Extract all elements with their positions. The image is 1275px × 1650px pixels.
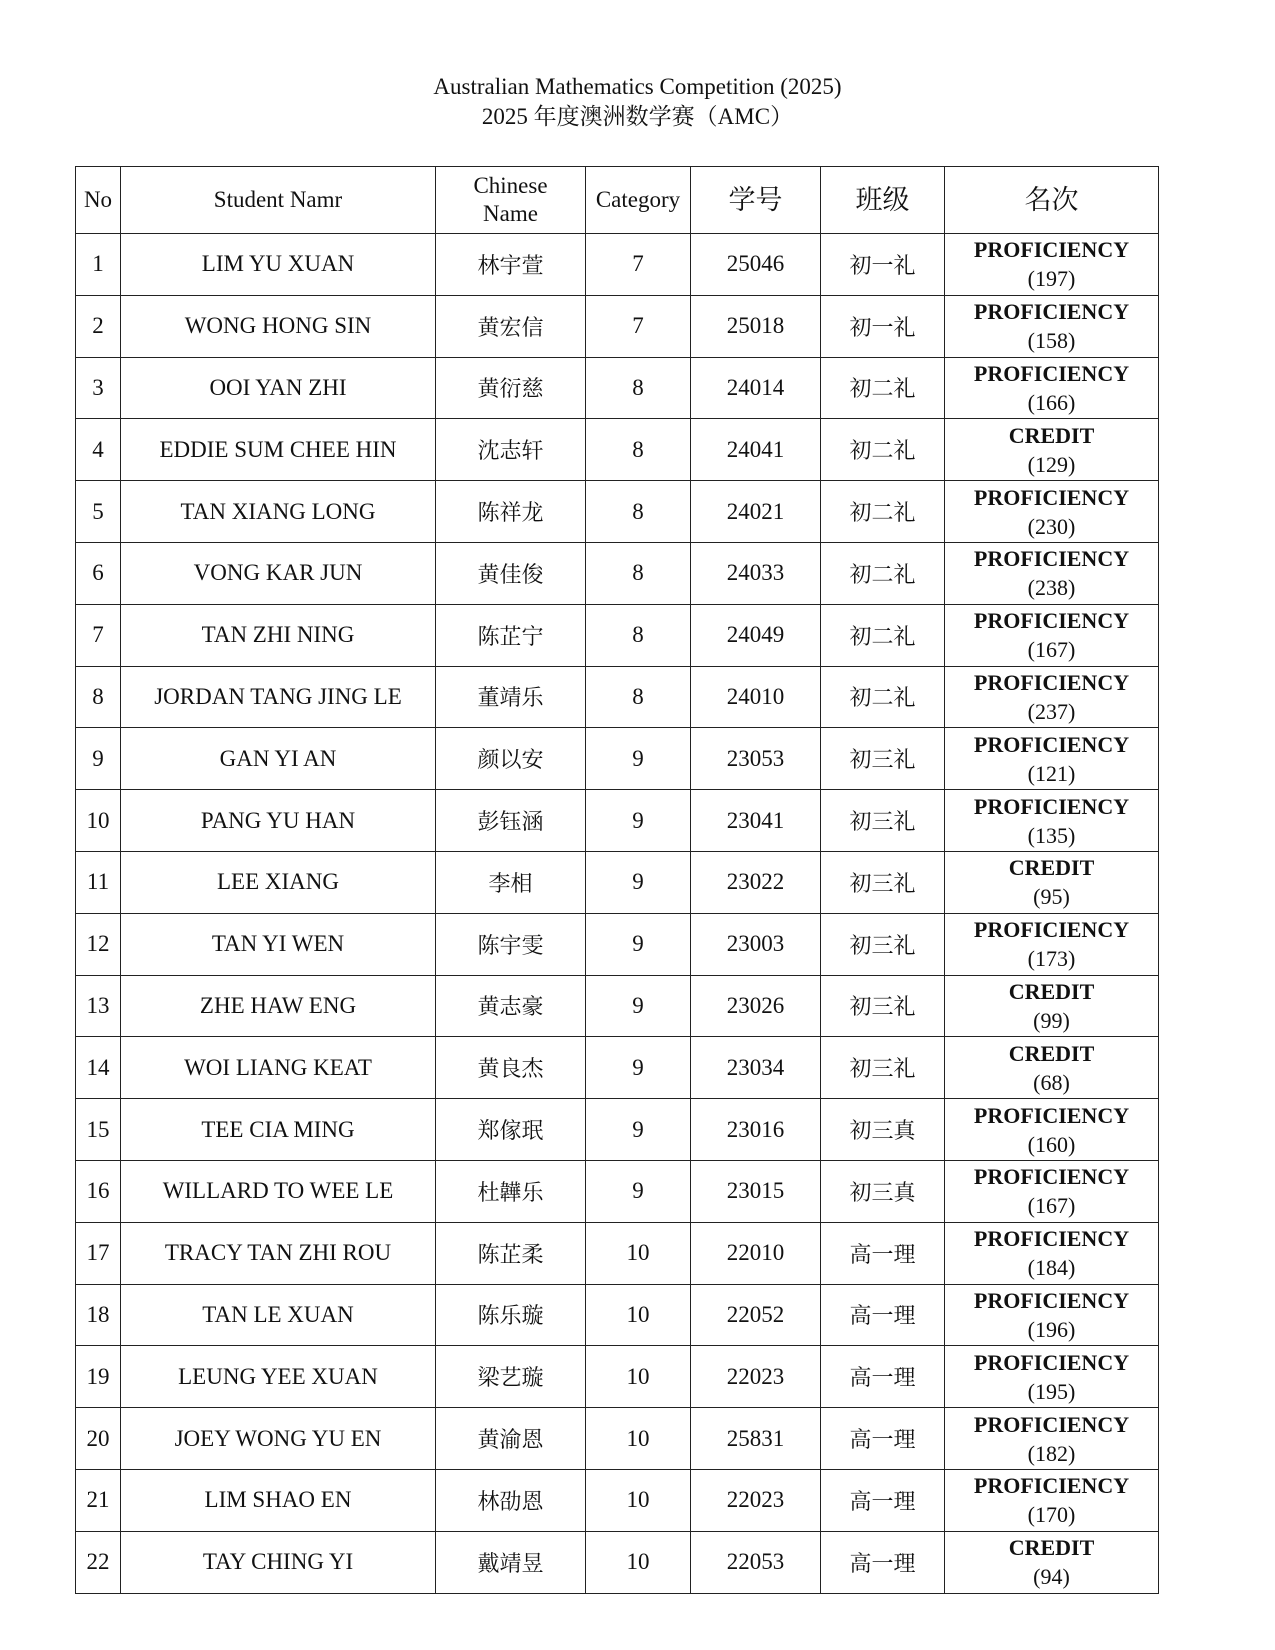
chinese-name-cell: 陈宇雯 bbox=[436, 913, 586, 975]
class-cell: 高一理 bbox=[821, 1531, 945, 1593]
table-row bbox=[76, 790, 1159, 852]
student-name-cell: JOEY WONG YU EN bbox=[121, 1408, 436, 1470]
student-id-cell: 24049 bbox=[691, 604, 821, 666]
result-cell bbox=[945, 542, 1159, 604]
table-row bbox=[76, 419, 1159, 481]
row-number-cell: 16 bbox=[76, 1160, 121, 1222]
chinese-name-cell: 陈芷柔 bbox=[436, 1222, 586, 1284]
result-cell bbox=[945, 234, 1159, 296]
award-level: PROFICIENCY bbox=[973, 793, 1130, 819]
student-id-cell: 23016 bbox=[691, 1099, 821, 1161]
row-number-cell: 22 bbox=[76, 1531, 121, 1593]
score: (160) bbox=[1027, 1131, 1076, 1157]
class-cell: 高一理 bbox=[821, 1222, 945, 1284]
row-number-cell: 4 bbox=[76, 419, 121, 481]
award-level: PROFICIENCY bbox=[973, 608, 1130, 634]
table-row bbox=[76, 1346, 1159, 1408]
row-number-cell: 5 bbox=[76, 481, 121, 543]
score: (184) bbox=[1027, 1255, 1076, 1281]
award-level: CREDIT bbox=[1008, 1040, 1095, 1066]
student-name-cell: PANG YU HAN bbox=[121, 790, 436, 852]
student-name-cell: WOI LIANG KEAT bbox=[121, 1037, 436, 1099]
result-cell bbox=[945, 1284, 1159, 1346]
award-level: CREDIT bbox=[1008, 978, 1095, 1004]
student-id-cell: 22023 bbox=[691, 1346, 821, 1408]
student-name-cell: JORDAN TANG JING LE bbox=[121, 666, 436, 728]
result-cell bbox=[945, 419, 1159, 481]
class-cell: 初二礼 bbox=[821, 419, 945, 481]
student-name-cell: TAN LE XUAN bbox=[121, 1284, 436, 1346]
category-cell: 8 bbox=[586, 481, 691, 543]
class-cell: 初三礼 bbox=[821, 975, 945, 1037]
class-cell: 初二礼 bbox=[821, 481, 945, 543]
student-id-cell: 24033 bbox=[691, 542, 821, 604]
award-level: PROFICIENCY bbox=[973, 1287, 1130, 1313]
chinese-name-cell: 黄良杰 bbox=[436, 1037, 586, 1099]
category-cell: 9 bbox=[586, 913, 691, 975]
award-level: PROFICIENCY bbox=[973, 1473, 1130, 1499]
table-row bbox=[76, 975, 1159, 1037]
award-level: PROFICIENCY bbox=[973, 669, 1130, 695]
award-level: PROFICIENCY bbox=[973, 1164, 1130, 1190]
category-cell: 9 bbox=[586, 1099, 691, 1161]
document-header bbox=[0, 72, 1275, 132]
table-row bbox=[76, 1099, 1159, 1161]
row-number-cell: 10 bbox=[76, 790, 121, 852]
score: (182) bbox=[1027, 1440, 1076, 1466]
chinese-name-cell: 沈志轩 bbox=[436, 419, 586, 481]
table-row bbox=[76, 1222, 1159, 1284]
category-cell: 10 bbox=[586, 1284, 691, 1346]
row-number-cell: 19 bbox=[76, 1346, 121, 1408]
class-cell: 初二礼 bbox=[821, 666, 945, 728]
student-name-cell: TAN YI WEN bbox=[121, 913, 436, 975]
row-number-cell: 13 bbox=[76, 975, 121, 1037]
class-cell: 高一理 bbox=[821, 1346, 945, 1408]
student-id-cell: 23053 bbox=[691, 728, 821, 790]
score: (173) bbox=[1027, 946, 1076, 972]
category-cell: 9 bbox=[586, 728, 691, 790]
score: (166) bbox=[1027, 389, 1076, 415]
row-number-cell: 7 bbox=[76, 604, 121, 666]
result-cell bbox=[945, 1222, 1159, 1284]
category-cell: 9 bbox=[586, 975, 691, 1037]
score: (158) bbox=[1027, 328, 1076, 354]
award-level: PROFICIENCY bbox=[973, 360, 1130, 386]
class-cell: 初二礼 bbox=[821, 604, 945, 666]
table-row bbox=[76, 851, 1159, 913]
header-chinese-name bbox=[436, 167, 586, 234]
result-cell bbox=[945, 1408, 1159, 1470]
award-level: PROFICIENCY bbox=[973, 1102, 1130, 1128]
student-id-cell: 23041 bbox=[691, 790, 821, 852]
student-id-cell: 22053 bbox=[691, 1531, 821, 1593]
class-cell: 初三真 bbox=[821, 1160, 945, 1222]
row-number-cell: 20 bbox=[76, 1408, 121, 1470]
chinese-name-cell: 李相 bbox=[436, 851, 586, 913]
student-id-cell: 24041 bbox=[691, 419, 821, 481]
table-row bbox=[76, 295, 1159, 357]
student-id-cell: 25831 bbox=[691, 1408, 821, 1470]
score: (237) bbox=[1027, 698, 1076, 724]
award-level: PROFICIENCY bbox=[973, 237, 1130, 263]
student-name-cell: ZHE HAW ENG bbox=[121, 975, 436, 1037]
result-cell bbox=[945, 1160, 1159, 1222]
class-cell: 高一理 bbox=[821, 1469, 945, 1531]
header-class: 班级 bbox=[821, 167, 945, 234]
category-cell: 8 bbox=[586, 604, 691, 666]
table-row bbox=[76, 1284, 1159, 1346]
category-cell: 9 bbox=[586, 790, 691, 852]
header-rank: 名次 bbox=[945, 167, 1159, 234]
class-cell: 高一理 bbox=[821, 1408, 945, 1470]
result-cell bbox=[945, 1469, 1159, 1531]
table-row bbox=[76, 913, 1159, 975]
student-id-cell: 23022 bbox=[691, 851, 821, 913]
chinese-name-cell: 董靖乐 bbox=[436, 666, 586, 728]
table-row bbox=[76, 1160, 1159, 1222]
row-number-cell: 15 bbox=[76, 1099, 121, 1161]
student-name-cell: TAN ZHI NING bbox=[121, 604, 436, 666]
row-number-cell: 6 bbox=[76, 542, 121, 604]
table-row bbox=[76, 542, 1159, 604]
score: (99) bbox=[1033, 1007, 1070, 1033]
table-body bbox=[76, 234, 1159, 1594]
result-cell bbox=[945, 851, 1159, 913]
chinese-name-cell: 戴靖昱 bbox=[436, 1531, 586, 1593]
document-subtitle: 2025 年度澳洲数学赛（AMC） bbox=[481, 104, 794, 129]
table-row bbox=[76, 1531, 1159, 1593]
chinese-name-cell: 黄宏信 bbox=[436, 295, 586, 357]
chinese-name-cell: 颜以安 bbox=[436, 728, 586, 790]
award-level: PROFICIENCY bbox=[973, 546, 1130, 572]
chinese-name-cell: 林劭恩 bbox=[436, 1469, 586, 1531]
category-cell: 10 bbox=[586, 1408, 691, 1470]
class-cell: 初二礼 bbox=[821, 542, 945, 604]
student-name-cell: LEUNG YEE XUAN bbox=[121, 1346, 436, 1408]
chinese-name-cell: 陈祥龙 bbox=[436, 481, 586, 543]
result-cell bbox=[945, 357, 1159, 419]
student-name-cell: LIM SHAO EN bbox=[121, 1469, 436, 1531]
class-cell: 高一理 bbox=[821, 1284, 945, 1346]
category-cell: 9 bbox=[586, 851, 691, 913]
category-cell: 9 bbox=[586, 1160, 691, 1222]
row-number-cell: 17 bbox=[76, 1222, 121, 1284]
table-row bbox=[76, 666, 1159, 728]
result-cell bbox=[945, 728, 1159, 790]
class-cell: 初三礼 bbox=[821, 913, 945, 975]
class-cell: 初三礼 bbox=[821, 851, 945, 913]
chinese-name-cell: 郑傢珉 bbox=[436, 1099, 586, 1161]
chinese-name-cell: 彭钰涵 bbox=[436, 790, 586, 852]
row-number-cell: 1 bbox=[76, 234, 121, 296]
class-cell: 初三礼 bbox=[821, 790, 945, 852]
category-cell: 8 bbox=[586, 357, 691, 419]
chinese-name-cell: 黄衍慈 bbox=[436, 357, 586, 419]
row-number-cell: 11 bbox=[76, 851, 121, 913]
student-name-cell: LIM YU XUAN bbox=[121, 234, 436, 296]
result-cell bbox=[945, 1346, 1159, 1408]
award-level: CREDIT bbox=[1008, 422, 1095, 448]
student-id-cell: 24010 bbox=[691, 666, 821, 728]
category-cell: 9 bbox=[586, 1037, 691, 1099]
row-number-cell: 2 bbox=[76, 295, 121, 357]
student-name-cell: WONG HONG SIN bbox=[121, 295, 436, 357]
chinese-name-cell: 陈芷宁 bbox=[436, 604, 586, 666]
table-row bbox=[76, 1469, 1159, 1531]
student-name-cell: TAY CHING YI bbox=[121, 1531, 436, 1593]
score: (95) bbox=[1033, 884, 1070, 910]
class-cell: 初一礼 bbox=[821, 295, 945, 357]
award-level: PROFICIENCY bbox=[973, 1411, 1130, 1437]
award-level: PROFICIENCY bbox=[973, 299, 1130, 325]
student-name-cell: GAN YI AN bbox=[121, 728, 436, 790]
category-cell: 8 bbox=[586, 419, 691, 481]
row-number-cell: 18 bbox=[76, 1284, 121, 1346]
class-cell: 初三礼 bbox=[821, 1037, 945, 1099]
student-id-cell: 25018 bbox=[691, 295, 821, 357]
student-name-cell: OOI YAN ZHI bbox=[121, 357, 436, 419]
student-id-cell: 23026 bbox=[691, 975, 821, 1037]
result-cell bbox=[945, 604, 1159, 666]
award-level: CREDIT bbox=[1008, 1535, 1095, 1561]
award-level: PROFICIENCY bbox=[973, 731, 1130, 757]
category-cell: 10 bbox=[586, 1531, 691, 1593]
category-cell: 8 bbox=[586, 542, 691, 604]
score: (238) bbox=[1027, 575, 1076, 601]
student-id-cell: 23034 bbox=[691, 1037, 821, 1099]
class-cell: 初一礼 bbox=[821, 234, 945, 296]
result-cell bbox=[945, 666, 1159, 728]
category-cell: 7 bbox=[586, 295, 691, 357]
student-id-cell: 22010 bbox=[691, 1222, 821, 1284]
row-number-cell: 9 bbox=[76, 728, 121, 790]
chinese-name-cell: 林宇萱 bbox=[436, 234, 586, 296]
row-number-cell: 12 bbox=[76, 913, 121, 975]
score: (195) bbox=[1027, 1378, 1076, 1404]
student-id-cell: 23015 bbox=[691, 1160, 821, 1222]
table-row bbox=[76, 728, 1159, 790]
chinese-name-cell: 黄佳俊 bbox=[436, 542, 586, 604]
score: (167) bbox=[1027, 637, 1076, 663]
table-row bbox=[76, 234, 1159, 296]
student-id-cell: 25046 bbox=[691, 234, 821, 296]
student-name-cell: LEE XIANG bbox=[121, 851, 436, 913]
category-cell: 10 bbox=[586, 1469, 691, 1531]
award-level: CREDIT bbox=[1008, 855, 1095, 881]
table-header-row bbox=[76, 167, 1159, 234]
result-cell bbox=[945, 481, 1159, 543]
award-level: PROFICIENCY bbox=[973, 484, 1130, 510]
student-id-cell: 23003 bbox=[691, 913, 821, 975]
header-student-id: 学号 bbox=[691, 167, 821, 234]
chinese-name-cell: 梁艺璇 bbox=[436, 1346, 586, 1408]
results-table bbox=[75, 166, 1159, 1594]
result-cell bbox=[945, 1099, 1159, 1161]
header-category: Category bbox=[586, 167, 691, 234]
header-student-name: Student Namr bbox=[121, 167, 436, 234]
result-cell bbox=[945, 1037, 1159, 1099]
chinese-name-cell: 黄志豪 bbox=[436, 975, 586, 1037]
table-row bbox=[76, 357, 1159, 419]
row-number-cell: 3 bbox=[76, 357, 121, 419]
student-name-cell: EDDIE SUM CHEE HIN bbox=[121, 419, 436, 481]
score: (197) bbox=[1027, 266, 1076, 292]
student-name-cell: TAN XIANG LONG bbox=[121, 481, 436, 543]
header-chinese-name-line1: Chinese bbox=[473, 173, 548, 198]
header-no: No bbox=[76, 167, 121, 234]
category-cell: 10 bbox=[586, 1222, 691, 1284]
result-cell bbox=[945, 295, 1159, 357]
student-id-cell: 22023 bbox=[691, 1469, 821, 1531]
student-id-cell: 22052 bbox=[691, 1284, 821, 1346]
score: (68) bbox=[1033, 1069, 1070, 1095]
category-cell: 8 bbox=[586, 666, 691, 728]
class-cell: 初三礼 bbox=[821, 728, 945, 790]
student-name-cell: WILLARD TO WEE LE bbox=[121, 1160, 436, 1222]
award-level: PROFICIENCY bbox=[973, 1226, 1130, 1252]
score: (121) bbox=[1027, 760, 1076, 786]
result-cell bbox=[945, 790, 1159, 852]
row-number-cell: 14 bbox=[76, 1037, 121, 1099]
student-name-cell: VONG KAR JUN bbox=[121, 542, 436, 604]
table-row bbox=[76, 1037, 1159, 1099]
category-cell: 7 bbox=[586, 234, 691, 296]
result-cell bbox=[945, 1531, 1159, 1593]
score: (94) bbox=[1033, 1564, 1070, 1590]
score: (167) bbox=[1027, 1193, 1076, 1219]
table-row bbox=[76, 1408, 1159, 1470]
student-id-cell: 24014 bbox=[691, 357, 821, 419]
award-level: PROFICIENCY bbox=[973, 917, 1130, 943]
score: (129) bbox=[1027, 451, 1076, 477]
row-number-cell: 21 bbox=[76, 1469, 121, 1531]
chinese-name-cell: 杜韡乐 bbox=[436, 1160, 586, 1222]
category-cell: 10 bbox=[586, 1346, 691, 1408]
row-number-cell: 8 bbox=[76, 666, 121, 728]
award-level: PROFICIENCY bbox=[973, 1349, 1130, 1375]
class-cell: 初三真 bbox=[821, 1099, 945, 1161]
document-title: Australian Mathematics Competition (2025) bbox=[433, 74, 842, 99]
student-name-cell: TEE CIA MING bbox=[121, 1099, 436, 1161]
chinese-name-cell: 陈乐璇 bbox=[436, 1284, 586, 1346]
score: (196) bbox=[1027, 1316, 1076, 1342]
result-cell bbox=[945, 913, 1159, 975]
table-row bbox=[76, 604, 1159, 666]
score: (170) bbox=[1027, 1502, 1076, 1528]
student-id-cell: 24021 bbox=[691, 481, 821, 543]
score: (135) bbox=[1027, 822, 1076, 848]
table-row bbox=[76, 481, 1159, 543]
student-name-cell: TRACY TAN ZHI ROU bbox=[121, 1222, 436, 1284]
chinese-name-cell: 黄渝恩 bbox=[436, 1408, 586, 1470]
header-chinese-name-line2: Name bbox=[483, 201, 538, 226]
result-cell bbox=[945, 975, 1159, 1037]
class-cell: 初二礼 bbox=[821, 357, 945, 419]
score: (230) bbox=[1027, 513, 1076, 539]
